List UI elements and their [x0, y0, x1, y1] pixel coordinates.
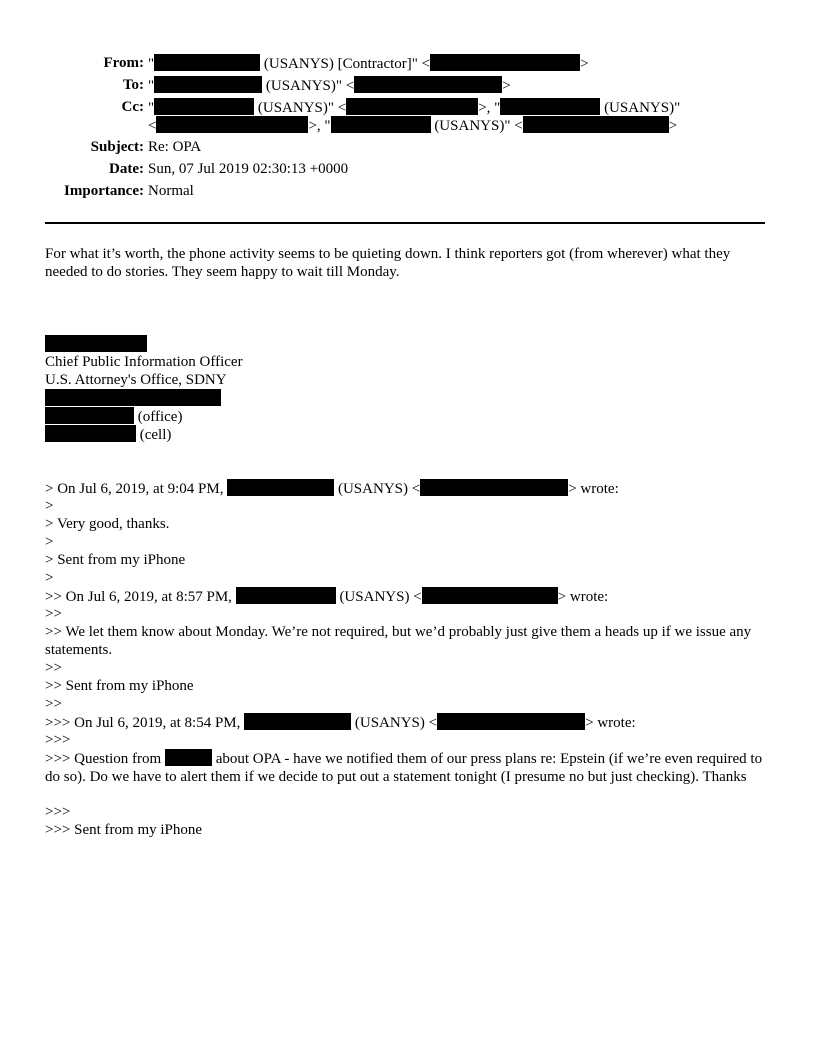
to-value: " (USANYS)" < >: [148, 78, 511, 94]
importance-label: Importance:: [64, 183, 144, 199]
redaction: [244, 713, 351, 730]
importance-value: Normal: [148, 183, 194, 199]
redaction: [500, 98, 600, 115]
quote-line: >>>: [45, 804, 71, 820]
cc-label: Cc:: [121, 99, 144, 115]
header-divider: [45, 222, 765, 224]
from-value: " (USANYS) [Contractor]" < >: [148, 56, 589, 72]
quote-line: >: [45, 534, 54, 550]
quote-line: >>: [45, 660, 62, 676]
subject-label: Subject:: [90, 139, 144, 155]
quote-line: >: [45, 570, 54, 586]
date-label: Date:: [109, 161, 144, 177]
quote-paragraph: >>> Question from about OPA - have we notified them of our press plans re: Epstein (if we’re even required to do so). Do we have to alert them if we decide to put out a statement tonight (I presume no but just checking). Thanks: [45, 751, 763, 785]
redaction: [45, 407, 134, 424]
signature-title: Chief Public Information Officer: [45, 354, 243, 370]
redaction: [430, 54, 580, 71]
cc-value: " (USANYS)" < >, " (USANYS)": [148, 100, 681, 116]
redaction: [45, 425, 136, 442]
cc-value-continued: < >, " (USANYS)" < >: [148, 118, 678, 134]
signature-name-redaction: [45, 335, 147, 354]
redaction: [227, 479, 334, 496]
subject-value: Re: OPA: [148, 139, 202, 155]
quote-line: >: [45, 498, 54, 514]
quote-line: > Very good, thanks.: [45, 516, 170, 532]
redaction: [420, 479, 568, 496]
redaction: [45, 389, 221, 406]
quote-line: >>> Sent from my iPhone: [45, 822, 203, 838]
redaction: [422, 587, 558, 604]
signature-address-redaction: [45, 389, 221, 408]
redaction: [45, 335, 147, 352]
quote-line: >>: [45, 696, 62, 712]
redaction: [346, 98, 478, 115]
signature-org: U.S. Attorney's Office, SDNY: [45, 372, 227, 388]
signature-cell: (cell): [45, 425, 171, 444]
redaction: [331, 116, 431, 133]
redaction: [523, 116, 669, 133]
quote-header-3: >>> On Jul 6, 2019, at 8:54 PM, (USANYS) < > wrote:: [45, 715, 636, 731]
quote-paragraph: >> We let them know about Monday. We’re not required, but we’d probably just give them a heads up if we issue any statements.: [45, 624, 752, 658]
quote-header-2: >> On Jul 6, 2019, at 8:57 PM, (USANYS) < > wrote:: [45, 589, 609, 605]
redaction: [154, 76, 262, 93]
redaction: [437, 713, 585, 730]
from-label: From:: [103, 55, 144, 71]
redaction: [354, 76, 502, 93]
quote-line: >>>: [45, 732, 71, 748]
signature-office: (office): [45, 407, 182, 426]
to-label: To:: [122, 77, 144, 93]
quote-line: >> Sent from my iPhone: [45, 678, 194, 694]
quote-line: > Sent from my iPhone: [45, 552, 186, 568]
redaction: [165, 749, 212, 766]
date-value: Sun, 07 Jul 2019 02:30:13 +0000: [148, 161, 349, 177]
quote-header-1: > On Jul 6, 2019, at 9:04 PM, (USANYS) < > wrote:: [45, 481, 619, 497]
redaction: [236, 587, 336, 604]
redaction: [154, 54, 260, 71]
redaction: [154, 98, 254, 115]
quote-line: >>: [45, 606, 62, 622]
redaction: [156, 116, 308, 133]
message-body: For what it’s worth, the phone activity seems to be quieting down. I think reporters got (from wherever) what they needed to do stories. They seem happy to wait till Monday.: [45, 246, 731, 280]
